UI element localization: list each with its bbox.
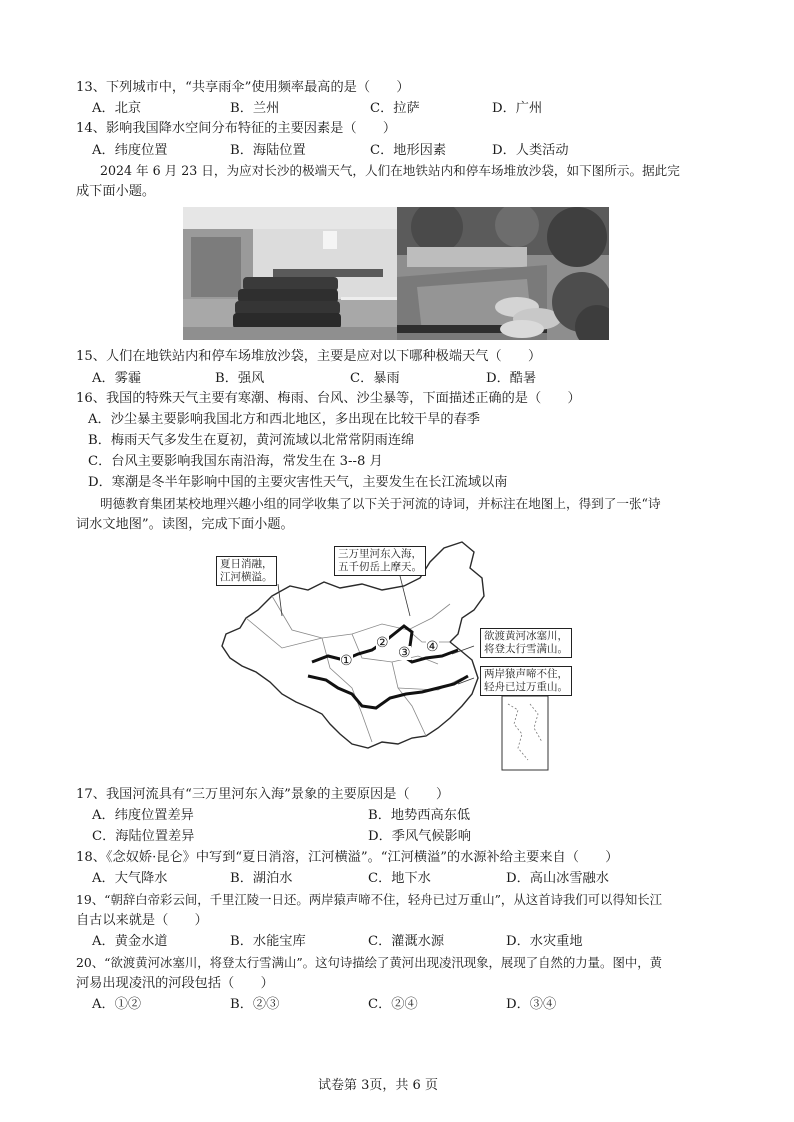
q14-option-a: A．纬度位置 — [92, 143, 168, 158]
q17-option-d: D．季风气候影响 — [368, 829, 471, 844]
q15-option-a: A．雾霾 — [92, 371, 142, 386]
q16-option-a: A．沙尘暴主要影响我国北方和西北地区，多出现在比较干旱的春季 — [88, 412, 480, 427]
q19-option-b: B．水能宝库 — [230, 934, 306, 949]
q20-stem-line1: 20、“欲渡黄河冰塞川，将登太行雪满山”。这句诗描绘了黄河出现凌汛现象，展现了自然的力量。图中，黄 — [76, 955, 663, 970]
q18-option-b: B．湖泊水 — [230, 871, 293, 886]
intro2-line2: 词水文地图”。读图，完成下面小题。 — [76, 517, 294, 532]
q13-stem: 13、下列城市中，“共享雨伞”使用频率最高的是（ ） — [76, 80, 410, 95]
q17-stem: 17、我国河流具有“三万里河东入海”景象的主要原因是（ ） — [76, 787, 450, 802]
q19-stem-line1: 19、“朝辞白帝彩云间，千里江陵一日还。两岸猿声啼不住，轻舟已过万重山”，从这首诗我们可以得知长江 — [76, 892, 663, 907]
q20-option-c: C．②④ — [368, 997, 418, 1012]
china-poetry-hydrology-map — [212, 538, 582, 774]
q20-stem-line2: 河易出现凌汛的河段包括（ ） — [76, 976, 274, 991]
intro1-line2: 成下面小题。 — [76, 184, 156, 199]
map-box-yudu-line2: 将登太行雪满山。 — [484, 643, 568, 655]
subway-photo-graphic — [183, 207, 397, 340]
q16-option-c: C．台风主要影响我国东南沿海，常发生在 3--8 月 — [88, 454, 383, 469]
parking-photo-graphic — [397, 207, 609, 340]
map-box-yudu-line1: 欲渡黄河冰塞川， — [484, 630, 568, 642]
q13-option-c: C．拉萨 — [370, 101, 420, 116]
q15-option-b: B．强风 — [215, 371, 265, 386]
q14-option-c: C．地形因素 — [370, 143, 447, 158]
q18-stem: 18、《念奴娇·昆仑》中写到“夏日消溶，江河横溢”。“江河横溢”的水源补给主要来自（ ） — [76, 850, 619, 865]
q20-option-d: D．③④ — [506, 997, 557, 1012]
q19-stem-line2: 自古以来就是（ ） — [76, 913, 208, 928]
map-marker-1: ① — [340, 653, 353, 669]
q20-option-a: A．①② — [92, 997, 142, 1012]
q15-option-c: C．暴雨 — [350, 371, 400, 386]
map-box-summer-line1: 夏日消融， — [220, 558, 273, 570]
parking-sandbags-photo — [397, 207, 609, 340]
subway-sandbags-photo — [183, 207, 397, 340]
q15-stem: 15、人们在地铁站内和停车场堆放沙袋，主要是应对以下哪种极端天气（ ） — [76, 349, 542, 364]
map-marker-4: ④ — [426, 639, 439, 655]
q20-option-b: B．②③ — [230, 997, 280, 1012]
map-marker-3: ③ — [398, 645, 411, 661]
map-box-sanwan-line1: 三万里河东入海， — [338, 548, 422, 560]
page-footer: 试卷第 3页，共 6 页 — [318, 1078, 438, 1093]
map-box-summer-line2: 江河横溢。 — [220, 571, 273, 583]
map-box-liangan-line1: 两岸猿声啼不住， — [484, 668, 568, 680]
q17-option-a: A．纬度位置差异 — [92, 808, 194, 823]
q15-option-d: D．酷暑 — [486, 371, 537, 386]
map-box-liangan — [480, 666, 572, 696]
q18-option-c: C．地下水 — [368, 871, 431, 886]
map-marker-2: ② — [376, 635, 389, 651]
q19-option-c: C．灌溉水源 — [368, 934, 445, 949]
q13-option-a: A．北京 — [92, 101, 142, 116]
q19-option-d: D．水灾重地 — [506, 934, 583, 949]
q18-option-a: A．大气降水 — [92, 871, 168, 886]
q16-option-b: B．梅雨天气多发生在夏初，黄河流域以北常常阴雨连绵 — [88, 433, 415, 448]
q17-option-b: B．地势西高东低 — [368, 808, 471, 823]
q14-option-d: D．人类活动 — [492, 143, 569, 158]
q14-option-b: B．海陆位置 — [230, 143, 306, 158]
map-box-sanwan — [334, 546, 426, 576]
map-box-sanwan-line2: 五千仞岳上摩天。 — [338, 561, 422, 573]
q19-option-a: A．黄金水道 — [92, 934, 168, 949]
q16-option-d: D．寒潮是冬半年影响中国的主要灾害性天气，主要发生在长江流域以南 — [88, 475, 508, 490]
q18-option-d: D．高山冰雪融水 — [506, 871, 609, 886]
q17-option-c: C．海陆位置差异 — [92, 829, 195, 844]
map-box-liangan-line2: 轻舟已过万重山。 — [484, 681, 568, 693]
intro2-line1: 明德教育集团某校地理兴趣小组的同学收集了以下关于河流的诗词，并标注在地图上，得到了一张“诗 — [100, 496, 661, 511]
q14-stem: 14、影响我国降水空间分布特征的主要因素是（ ） — [76, 121, 397, 136]
q13-option-d: D．广州 — [492, 101, 543, 116]
map-box-yudu — [480, 628, 572, 658]
q16-stem: 16、我国的特殊天气主要有寒潮、梅雨、台风、沙尘暴等，下面描述正确的是（ ） — [76, 391, 581, 406]
intro1-line1: 2024 年 6 月 23 日，为应对长沙的极端天气，人们在地铁站内和停车场堆放沙袋，如下图所示。据此完 — [100, 163, 680, 178]
q13-option-b: B．兰州 — [230, 101, 280, 116]
map-box-summer — [216, 556, 277, 586]
